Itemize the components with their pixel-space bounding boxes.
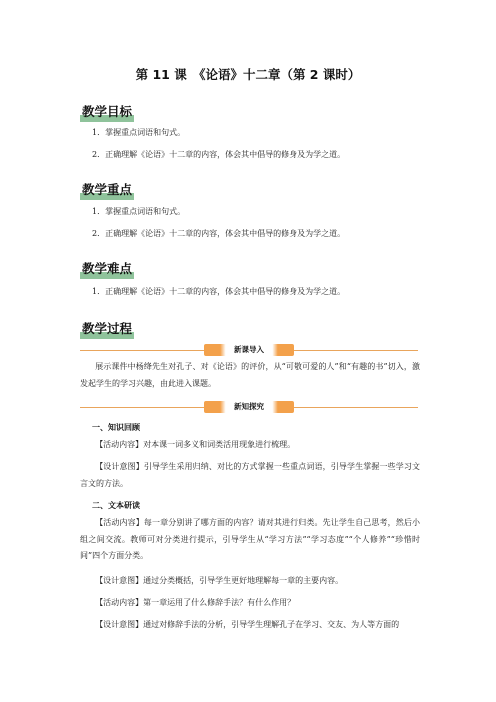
goals-item-1: 1．掌握重点词语和句式。 <box>92 128 186 137</box>
key-points-item-2: 2．正确理解《论语》十二章的内容，体会其中倡导的修身及为学之道。 <box>92 229 346 238</box>
page-title: 第 11 课 《论语》十二章（第 2 课时） <box>135 67 361 82</box>
section-heading-goals <box>80 101 134 120</box>
section-heading-key-points <box>80 179 134 198</box>
activity-paragraph-1: 【活动内容】对本课一词多义和词类活用现象进行梳理。 <box>95 440 296 449</box>
section-heading-text: 教学目标 <box>82 104 133 119</box>
goals-item-2: 2．正确理解《论语》十二章的内容，体会其中倡导的修身及为学之道。 <box>92 150 346 159</box>
banner-intro <box>80 344 418 356</box>
banner-line-right <box>294 350 418 351</box>
section-heading-difficulties <box>80 258 134 277</box>
banner-explore <box>80 401 418 413</box>
design-paragraph-3: 【设计意图】通过对修辞手法的分析，引导学生理解孔子在学习、交友、为人等方面的 <box>95 620 400 629</box>
section-heading-text: 教学过程 <box>82 321 133 336</box>
intro-paragraph: 展示课件中杨绛先生对孔子、对《论语》的评价，从“可敬可爱的人”和“有趣的书”切入，激发起学生的学习兴趣，由此进入课题。 <box>80 362 420 388</box>
banner-line-left <box>80 350 204 351</box>
section-heading-text: 教学难点 <box>82 261 133 276</box>
design-paragraph-2: 【设计意图】通过分类概括，引导学生更好地理解每一章的主要内容。 <box>95 576 344 585</box>
banner-explore-label: 新知探究 <box>204 401 294 413</box>
activity-paragraph-2: 【活动内容】每一章分别讲了哪方面的内容？请对其进行归类。先让学生自己思考，然后小组之间交流。教师可对分类进行提示，引导学生从“学习方法”“学习态度”“个人修养”“珍惜时间”四个方面分类。 <box>80 518 420 560</box>
design-paragraph-1: 【设计意图】引导学生采用归纳、对比的方式掌握一些重点词语，引导学生掌握一些学习文言文的方法。 <box>80 462 420 488</box>
subheading-text-study: 二、文本研读 <box>92 501 140 510</box>
difficulties-item-1: 1．正确理解《论语》十二章的内容，体会其中倡导的修身及为学之道。 <box>92 287 346 296</box>
banner-intro-label: 新课导入 <box>204 344 294 356</box>
banner-line-right <box>294 407 418 408</box>
activity-paragraph-3: 【活动内容】第一章运用了什么修辞手法？有什么作用？ <box>95 598 296 607</box>
subheading-knowledge-review: 一、知识回顾 <box>92 423 140 432</box>
section-heading-process <box>80 318 134 337</box>
key-points-item-1: 1．掌握重点词语和句式。 <box>92 207 186 216</box>
section-heading-text: 教学重点 <box>82 182 133 197</box>
banner-line-left <box>80 407 204 408</box>
